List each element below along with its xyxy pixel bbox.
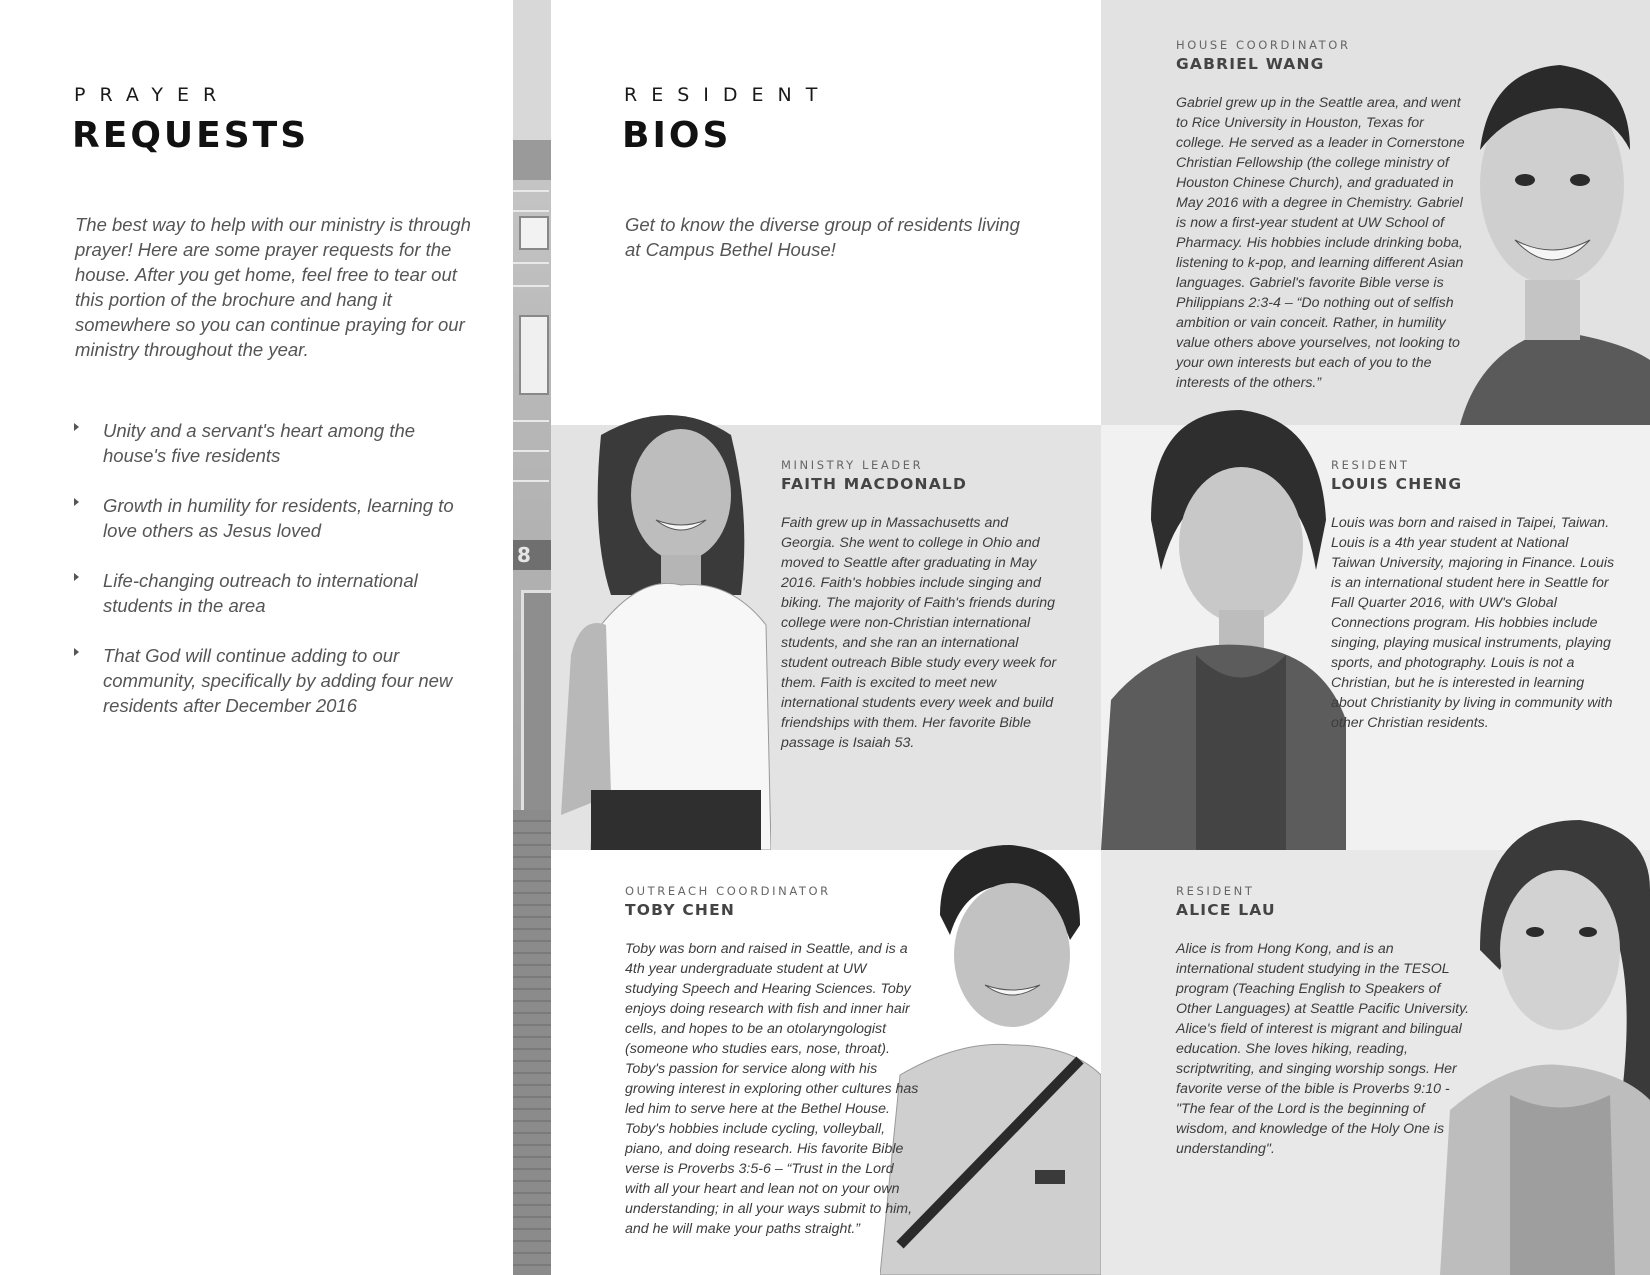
prayer-item-text: Growth in humility for residents, learning to love others as Jesus loved	[103, 495, 454, 541]
prayer-item-text: That God will continue adding to our community, specifically by adding four new residents after December 2016	[103, 645, 453, 716]
bio-role: HOUSE COORDINATOR	[1176, 38, 1351, 52]
alice-portrait-photo	[1440, 810, 1650, 1275]
brick-wall	[513, 810, 551, 1275]
prayer-kicker	[74, 84, 230, 106]
bio-name: ALICE LAU	[1176, 901, 1276, 919]
faith-portrait-photo	[551, 395, 771, 850]
list-item	[73, 493, 463, 543]
bio-faith	[781, 458, 1066, 753]
prayer-list	[73, 418, 463, 743]
prayer-intro: The best way to help with our ministry is through prayer! Here are some prayer requests for the house. After you get home, feel free to tear out this portion of the brochure and hang it somewhere so you can continue praying for our ministry throughout the year.	[75, 214, 471, 360]
bio-role: RESIDENT	[1331, 458, 1410, 472]
bios-kicker-wrap	[624, 84, 831, 106]
bio-text: Faith grew up in Massachusetts and Georgia. She went to college in Ohio and moved to Seattle after graduating in May 2016. Faith's hobbies include singing and biking. The majority of Faith's friends during college were non-Christian international students, and she ran an international student outreach Bible study every week for them. Faith is excited to meet new international students every week and build friendships with them. Her favorite Bible passage is Isaiah 53.	[781, 515, 1057, 751]
list-item	[73, 568, 463, 618]
list-item	[73, 418, 463, 468]
sky-area	[513, 0, 551, 140]
house-number: 8	[517, 543, 531, 567]
house-window	[519, 315, 549, 395]
bios-kicker: RESIDENT	[624, 84, 832, 106]
bios-heading-wrap	[622, 115, 731, 156]
list-item	[73, 643, 463, 718]
bio-name: GABRIEL WANG	[1176, 55, 1325, 73]
louis-portrait-photo	[1101, 400, 1346, 850]
bio-louis	[1331, 458, 1616, 733]
triangle-bullet-icon	[74, 648, 79, 656]
bio-role: OUTREACH COORDINATOR	[625, 884, 831, 898]
house-number-plate	[513, 540, 551, 570]
bio-toby	[625, 884, 920, 1239]
bio-alice	[1176, 884, 1471, 1159]
prayer-item-text: Unity and a servant's heart among the house's five residents	[103, 420, 416, 466]
house-door	[521, 590, 554, 813]
bio-text: Toby was born and raised in Seattle, and is a 4th year undergraduate student at UW studying Speech and Hearing Sciences. Toby enjoys doing research with fish and inner hair cells, and hopes to be an otolaryngologist (someone who studies ears, nose, throat). Toby's passion for service along with his growing interest in exploring other cultures has led him to serve here at the Bethel House. Toby's hobbies include cycling, volleyball, piano, and doing research. His favorite Bible verse is Proverbs 3:5-6 – “Trust in the Lord with all your heart and lean not on your own understanding; in all your ways submit to him, and he will make your paths straight.”	[625, 941, 919, 1237]
house-photo-strip	[513, 0, 551, 1275]
bio-text: Alice is from Hong Kong, and is an international student studying in the TESOL program (Teaching English to Speakers of Other Languages) at Seattle Pacific University. Alice's field of interest is migrant and bilingual education. She loves hiking, reading, scriptwriting, and singing worship songs. Her favorite verse of the bible is Proverbs 9:10 - "The fear of the Lord is the beginning of wisdom, and knowledge of the Holy One is understanding".	[1176, 941, 1470, 1157]
bio-role: MINISTRY LEADER	[781, 458, 924, 472]
bio-gabriel	[1176, 38, 1476, 393]
prayer-heading-wrap	[72, 115, 309, 156]
bios-intro: Get to know the diverse group of residents living at Campus Bethel House!	[625, 214, 1020, 260]
roof-area	[513, 140, 551, 180]
prayer-kicker-text: PRAYER	[74, 84, 231, 106]
bios-heading: BIOS	[622, 115, 732, 156]
bio-text: Louis was born and raised in Taipei, Taiwan. Louis is a 4th year student at National Taiwan University, majoring in Finance. Louis is an international student here in Seattle for Fall Quarter 2016, with UW's Global Connections program. His hobbies include singing, playing musical instruments, playing sports, and photography. Louis is not a Christian, but he is interested in learning about Christianity by living in community with other Christian residents.	[1331, 515, 1615, 731]
bio-name: TOBY CHEN	[625, 901, 736, 919]
triangle-bullet-icon	[74, 498, 79, 506]
house-window	[519, 216, 549, 250]
bio-name: LOUIS CHENG	[1331, 475, 1463, 493]
triangle-bullet-icon	[74, 573, 79, 581]
bio-text: Gabriel grew up in the Seattle area, and went to Rice University in Houston, Texas for college. He served as a leader in Cornerstone Christian Fellowship (the college ministry of Houston Chinese Church), and graduated in May 2016 with a degree in Chemistry. Gabriel is now a first-year student at UW School of Pharmacy. His hobbies include drinking boba, listening to k-pop, and learning different Asian languages. Gabriel's favorite Bible verse is Philippians 2:3-4 – “Do nothing out of selfish ambition or vain conceit. Rather, in humility value others above yourselves, not looking to your own interests but each of you to the interests of the others.”	[1176, 95, 1465, 391]
prayer-heading: REQUESTS	[72, 115, 310, 156]
bio-role: RESIDENT	[1176, 884, 1255, 898]
bio-name: FAITH MACDONALD	[781, 475, 968, 493]
prayer-item-text: Life-changing outreach to international students in the area	[103, 570, 418, 616]
triangle-bullet-icon	[74, 423, 79, 431]
